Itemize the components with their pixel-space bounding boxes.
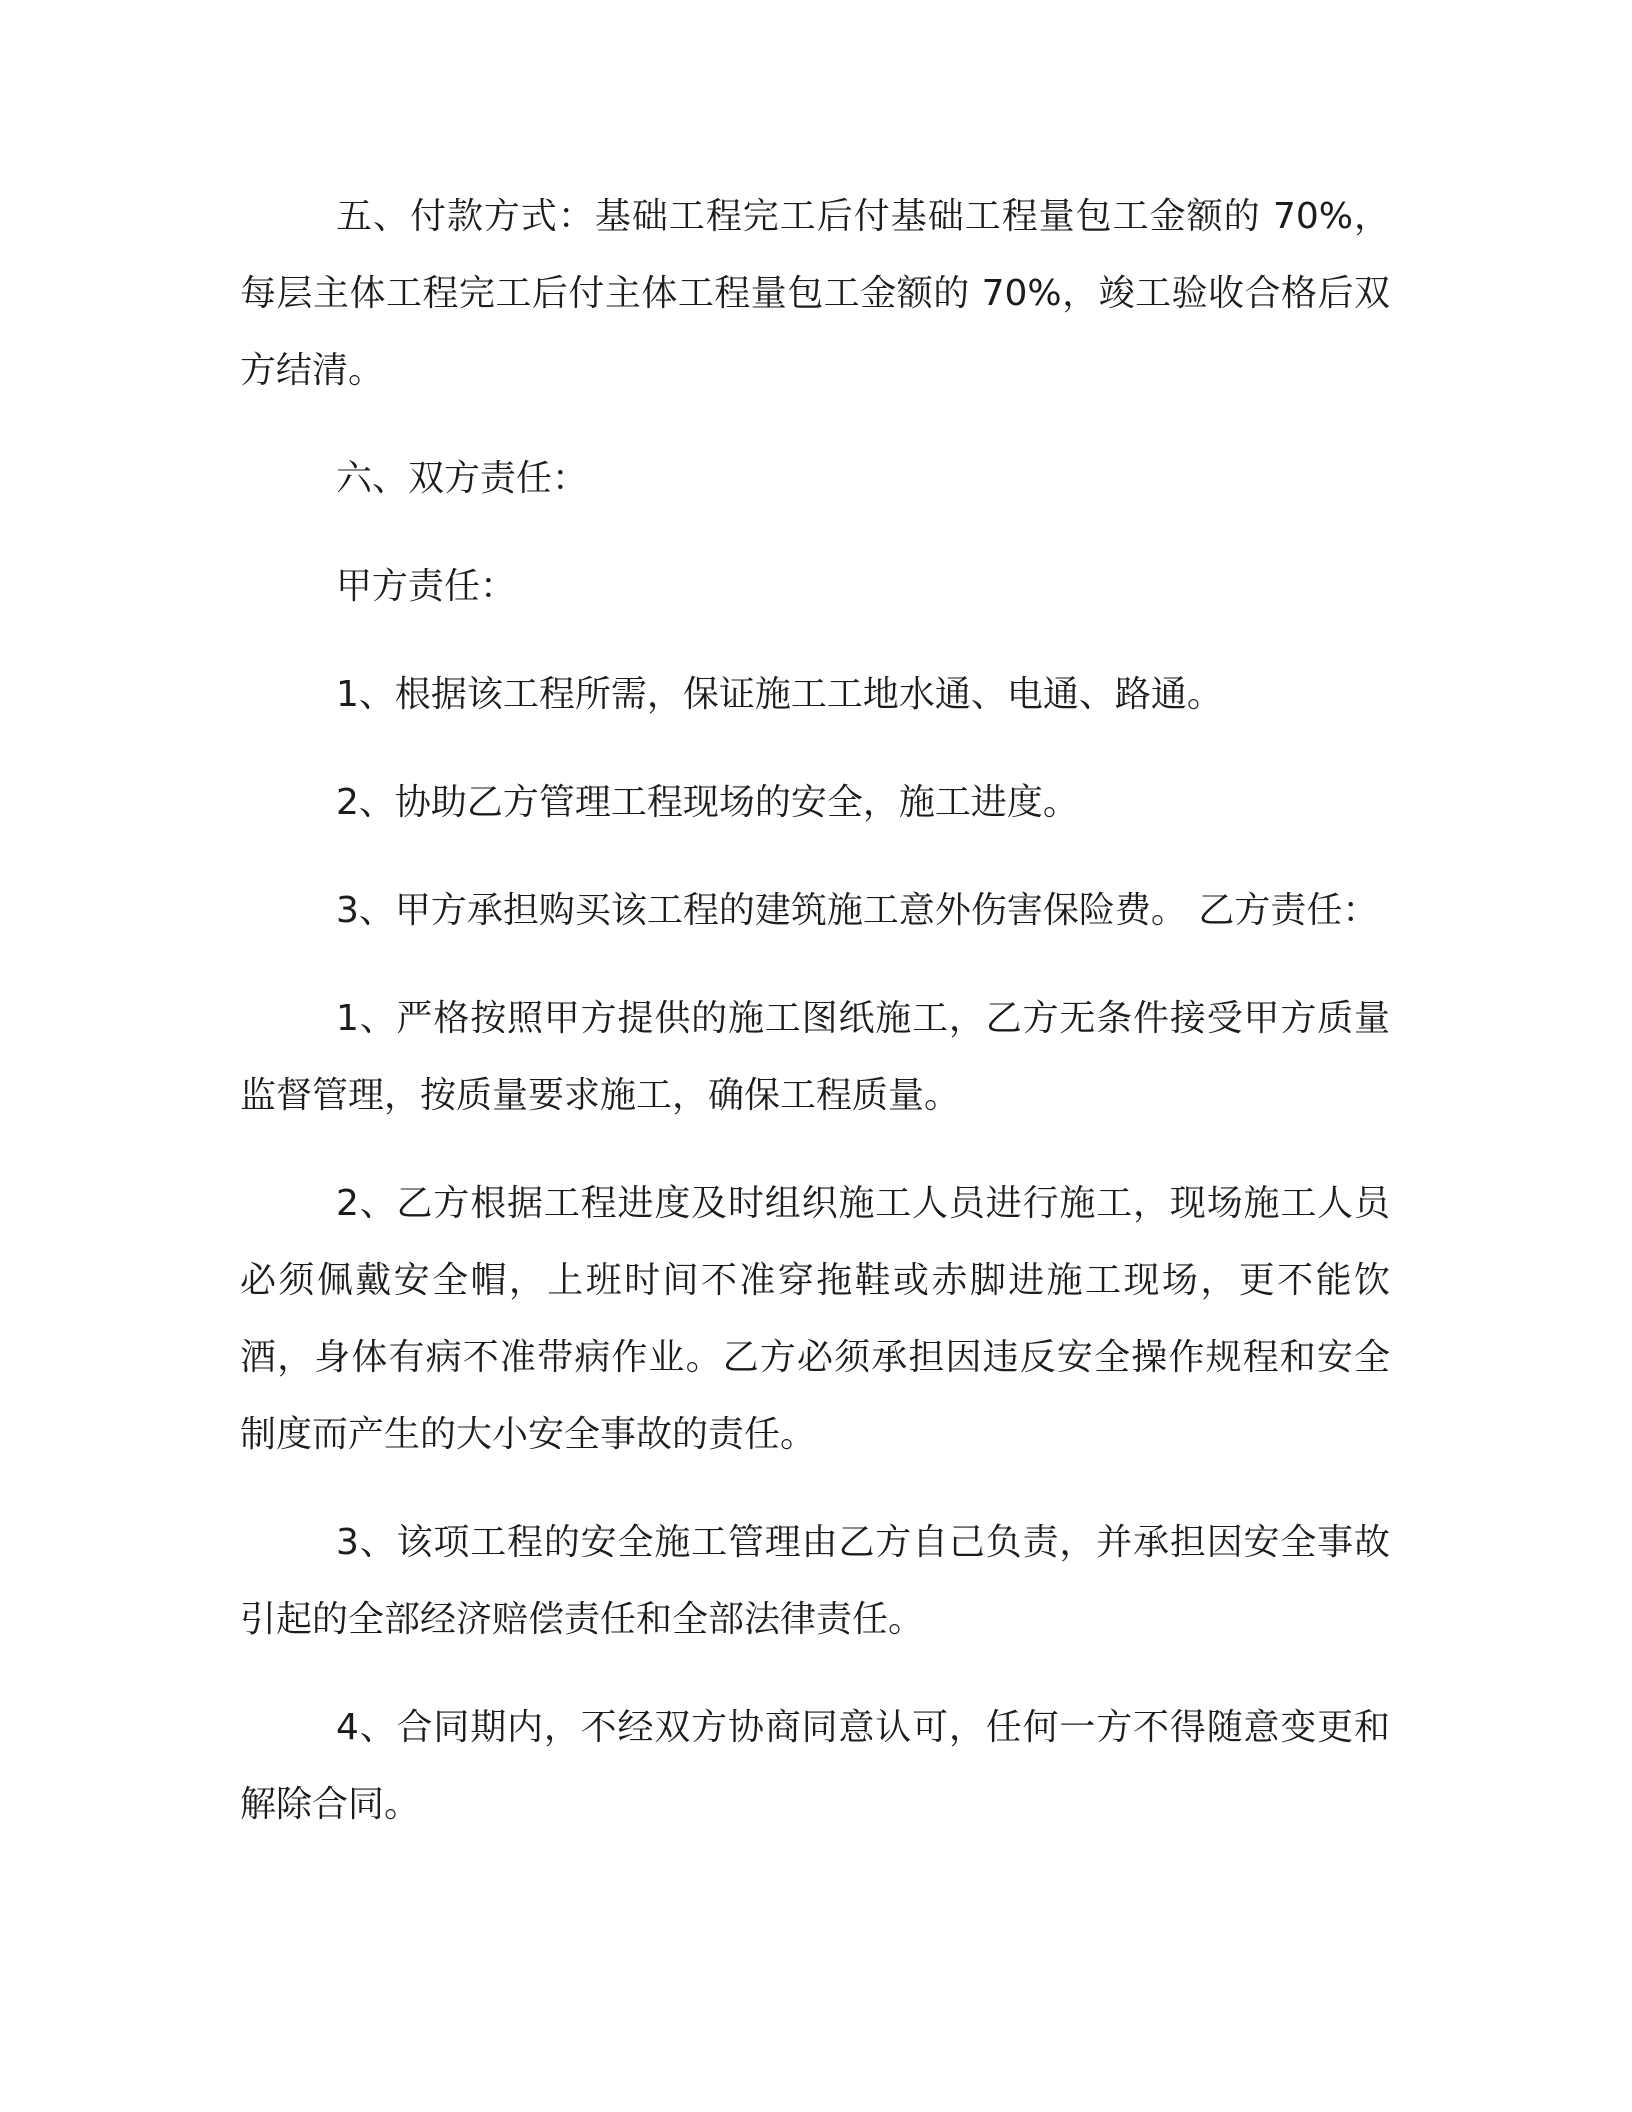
payment-terms-paragraph: 五、付款方式：基础工程完工后付基础工程量包工金额的 70%，每层主体工程完工后付主体工程量包工金额的 70%，竣工验收合格后双方结清。 bbox=[240, 196, 1390, 391]
party-b-item-1: 1、严格按照甲方提供的施工图纸施工，乙方无条件接受甲方质量监督管理，按质量要求施工，确保工程质量。 bbox=[240, 998, 1390, 1116]
document-body bbox=[240, 178, 1390, 1874]
party-b-item-4: 4、合同期内，不经双方协商同意认可，任何一方不得随意变更和解除合同。 bbox=[240, 1707, 1390, 1825]
party-a-item-2: 2、协助乙方管理工程现场的安全，施工进度。 bbox=[336, 782, 1079, 823]
party-a-item-1: 1、根据该工程所需，保证施工工地水通、电通、路通。 bbox=[336, 674, 1223, 715]
party-a-heading: 甲方责任： bbox=[336, 566, 517, 607]
responsibilities-heading: 六、双方责任： bbox=[336, 458, 589, 499]
party-b-item-3: 3、该项工程的安全施工管理由乙方自己负责，并承担因安全事故引起的全部经济赔偿责任和全部法律责任。 bbox=[240, 1522, 1390, 1640]
party-a-item-3: 3、甲方承担购买该工程的建筑施工意外伤害保险费。 乙方责任： bbox=[336, 890, 1379, 931]
party-b-item-2: 2、乙方根据工程进度及时组织施工人员进行施工，现场施工人员必须佩戴安全帽，上班时间不准穿拖鞋或赤脚进施工现场，更不能饮酒，身体有病不准带病作业。乙方必须承担因违反安全操作规程和安全制度而产生的大小安全事故的责任。 bbox=[240, 1183, 1390, 1455]
